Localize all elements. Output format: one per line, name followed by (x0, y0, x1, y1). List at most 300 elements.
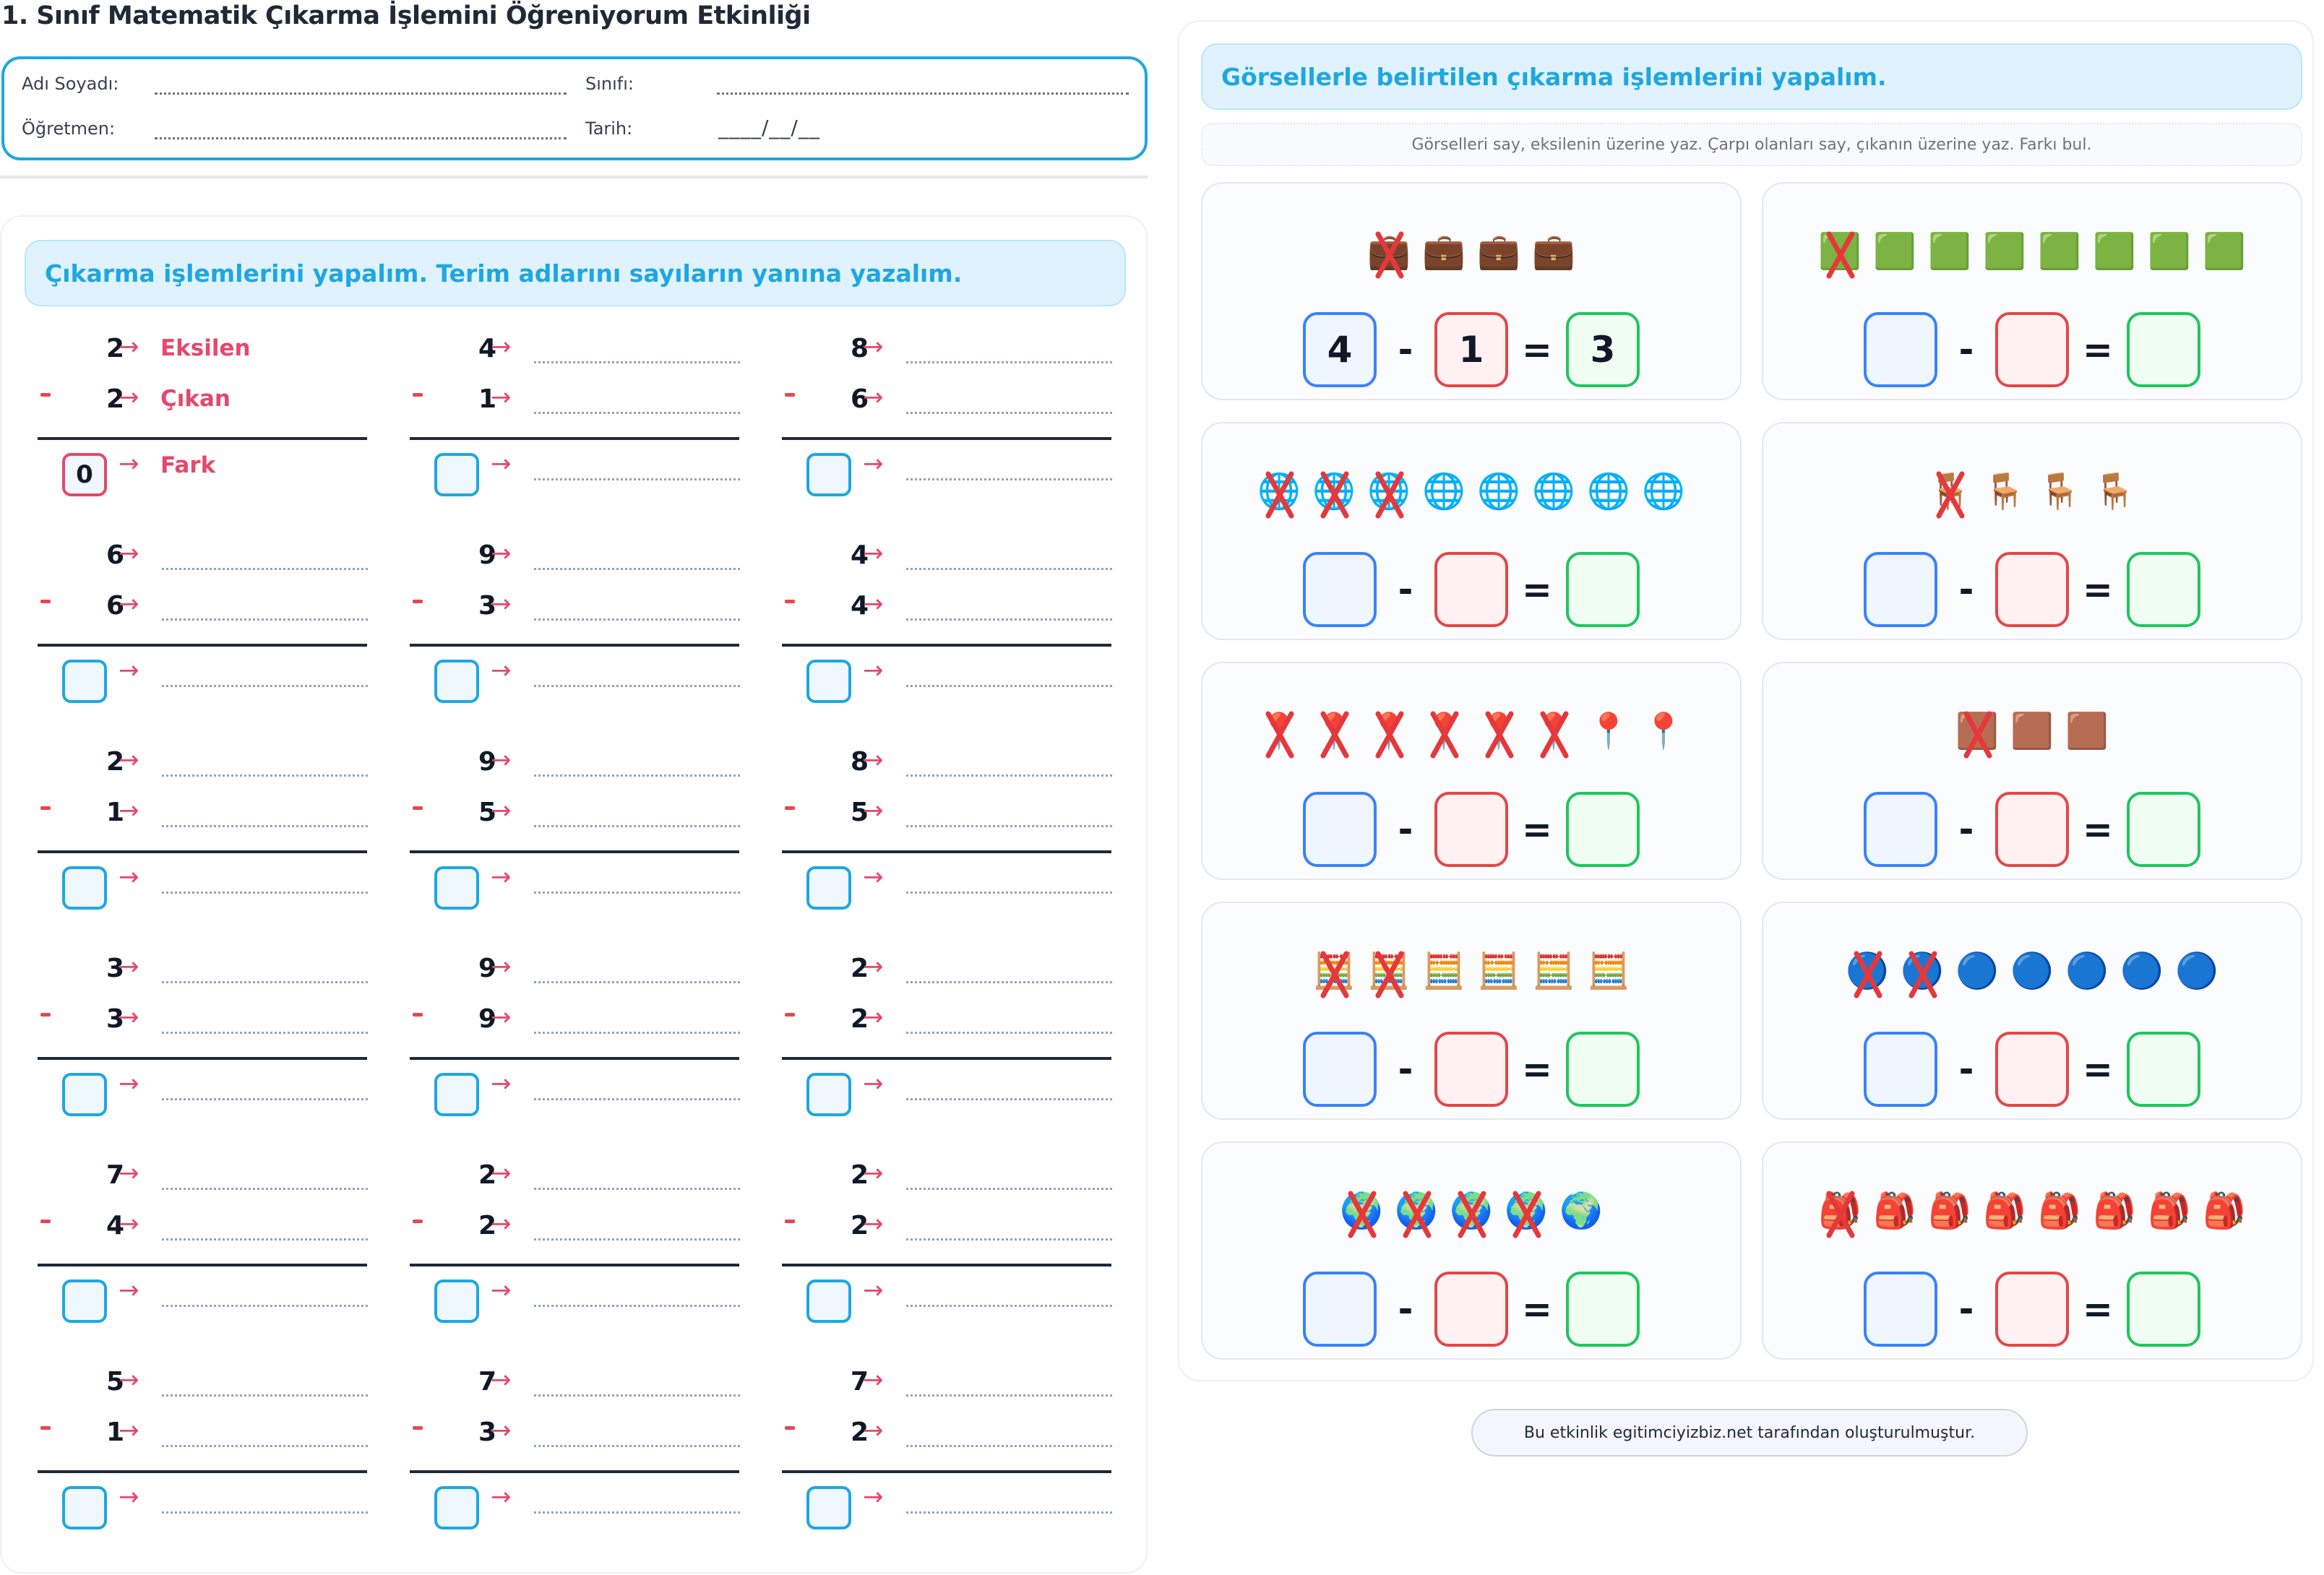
minus-sign (40, 1426, 51, 1430)
subtrahend-box[interactable] (1995, 552, 2069, 627)
picture-row (1202, 698, 1740, 763)
minus-sign: - (1398, 569, 1413, 610)
term-field-subtrahend[interactable] (534, 412, 740, 414)
equation (1763, 1272, 2301, 1347)
arrow-icon: → (863, 656, 884, 685)
picture-row (1763, 458, 2301, 523)
pencil-sharpener-icon: 🟩 (2203, 230, 2246, 272)
term-field-subtrahend[interactable] (162, 1032, 368, 1034)
globe-icon: 🌐 (1257, 462, 1301, 519)
term-field-subtrahend[interactable] (534, 1032, 740, 1034)
difference-box[interactable] (434, 866, 479, 910)
arrow-icon: → (863, 1069, 884, 1098)
difference-box[interactable] (62, 1280, 107, 1323)
pushpin-icon: 📍 (1257, 702, 1301, 759)
minuend-box[interactable] (1864, 1032, 1937, 1107)
difference-box[interactable] (1566, 1272, 1640, 1347)
minuend: 2 (850, 954, 869, 983)
result-line (38, 644, 367, 647)
cross-mark-icon (1961, 709, 1995, 760)
minuend: 4 (478, 334, 496, 363)
pushpin-icon: 📍 (1587, 710, 1630, 751)
term-field-minuend[interactable] (162, 1188, 368, 1190)
minuend-box[interactable] (1303, 792, 1377, 867)
subtraction-problem (782, 334, 1114, 522)
difference-box[interactable] (1566, 1032, 1640, 1107)
pencil-sharpener-icon: 🟩 (2148, 230, 2191, 272)
difference-box[interactable]: 0 (62, 453, 107, 496)
minus-sign: - (1958, 1048, 1974, 1090)
term-field-difference[interactable] (906, 478, 1112, 480)
minuend: 2 (106, 747, 124, 777)
difference-box[interactable] (806, 453, 851, 496)
result-line (782, 437, 1111, 440)
subtrahend: 5 (478, 798, 496, 827)
arrow-icon: → (119, 656, 139, 685)
difference-box[interactable] (434, 1280, 479, 1323)
term-field-difference[interactable] (534, 1305, 740, 1307)
minuend-box[interactable] (1864, 1272, 1937, 1347)
abacus-icon: 🧮 (1477, 950, 1520, 991)
term-field-difference[interactable] (534, 685, 740, 687)
term-field-difference[interactable] (162, 1305, 368, 1307)
pushpin-icon: 📍 (1531, 702, 1576, 759)
arrow-icon: → (119, 796, 139, 825)
term-field-subtrahend[interactable] (162, 1238, 368, 1240)
difference-box[interactable] (806, 866, 851, 910)
arrow-icon: → (863, 590, 884, 618)
term-field-difference[interactable] (534, 1098, 740, 1100)
term-field-subtrahend[interactable] (906, 825, 1112, 827)
result-line (410, 1470, 739, 1473)
picture-row (1763, 218, 2301, 283)
difference-box[interactable] (434, 660, 479, 703)
arrow-icon: → (491, 590, 512, 618)
result-line (782, 1057, 1111, 1060)
term-field-minuend[interactable] (534, 361, 740, 363)
subtrahend-box[interactable] (1434, 552, 1508, 627)
difference-box[interactable] (62, 660, 107, 703)
cross-mark-icon (1317, 470, 1352, 520)
name-field[interactable] (155, 92, 567, 95)
subtraction-problem (38, 747, 370, 935)
class-field[interactable] (717, 92, 1129, 95)
picture-card (1762, 1142, 2302, 1360)
subtrahend: 2 (850, 1004, 869, 1034)
difference-box[interactable] (1566, 792, 1640, 867)
arrow-icon: → (119, 952, 139, 981)
backpack-icon: 🎒 (2148, 1190, 2191, 1231)
subtrahend-box[interactable] (1434, 1032, 1508, 1107)
cross-mark-icon (1823, 1189, 1858, 1240)
subtraction-problem (782, 540, 1114, 728)
minus-sign (413, 1220, 423, 1223)
cross-mark-icon (1317, 709, 1352, 760)
minuend-box[interactable] (1303, 1272, 1377, 1347)
term-field-difference[interactable] (162, 1098, 368, 1100)
subtraction-problem (782, 747, 1114, 935)
arrow-icon: → (863, 1003, 884, 1032)
subtrahend: 3 (478, 591, 496, 621)
term-field-subtrahend[interactable] (162, 825, 368, 827)
minuend-box[interactable] (1864, 552, 1937, 627)
term-field-difference[interactable] (162, 892, 368, 894)
difference-box[interactable] (434, 1073, 479, 1116)
difference-box[interactable] (2127, 1272, 2200, 1347)
backpack-icon: 🎒 (1873, 1190, 1916, 1231)
difference-box[interactable] (62, 1073, 107, 1116)
picture-row (1202, 218, 1740, 283)
difference-box[interactable] (806, 1486, 851, 1529)
equals-sign: = (2083, 808, 2113, 850)
cross-mark-icon (1427, 709, 1462, 760)
minuend: 3 (106, 954, 124, 983)
term-field-minuend[interactable] (906, 774, 1112, 777)
minuend-box[interactable] (1303, 552, 1377, 627)
minus-sign (40, 393, 51, 397)
minuend-box[interactable] (1864, 312, 1937, 387)
result-line (782, 1470, 1111, 1473)
subtraction-problem (38, 1367, 370, 1555)
subtraction-problem (38, 954, 370, 1142)
student-info-box (1, 56, 1148, 160)
arrow-icon: → (491, 796, 512, 825)
term-field-difference[interactable] (906, 685, 1112, 687)
difference-box[interactable] (806, 1280, 851, 1323)
date-field[interactable]: ____/__/__ (718, 116, 820, 139)
arrow-icon: → (491, 383, 512, 412)
term-field-minuend[interactable] (162, 568, 368, 570)
pencil-sharpener-icon: 🟩 (1928, 230, 1971, 272)
minus-sign (40, 1013, 51, 1017)
globe-icon: 🌐 (1587, 470, 1630, 512)
minuend: 2 (478, 1160, 496, 1190)
backpack-icon: 🎒 (2203, 1190, 2246, 1231)
equals-sign: = (2083, 1288, 2113, 1330)
abacus-icon: 🧮 (1312, 942, 1356, 998)
term-field-subtrahend[interactable] (906, 618, 1112, 621)
minus-sign (785, 600, 795, 603)
cross-mark-icon (1372, 230, 1407, 280)
term-field-subtrahend[interactable] (906, 1238, 1112, 1240)
school-desk-icon: 🪑 (1927, 462, 1972, 519)
term-field-difference[interactable] (534, 478, 740, 480)
arrow-icon: → (863, 1483, 884, 1511)
wooden-desk-icon: 🟫 (2010, 710, 2054, 751)
minus-sign: - (1958, 569, 1974, 610)
subtraction-problem (410, 954, 742, 1142)
arrow-icon: → (491, 1003, 512, 1032)
arrow-icon: → (119, 383, 139, 412)
minus-sign (413, 1013, 423, 1017)
arrow-icon: → (119, 1159, 139, 1188)
cross-mark-icon (1933, 470, 1968, 520)
term-field-minuend[interactable] (906, 361, 1112, 363)
subtraction-problem (410, 334, 742, 522)
arrow-icon: → (863, 539, 884, 568)
minus-sign: - (1398, 808, 1413, 850)
teacher-label: Öğretmen: (22, 118, 116, 139)
term-field-minuend[interactable] (906, 1188, 1112, 1190)
arrow-icon: → (863, 332, 884, 361)
term-field-subtrahend[interactable] (162, 618, 368, 621)
term-field-minuend[interactable] (162, 1394, 368, 1397)
arrow-icon: → (491, 1276, 512, 1305)
result-line (38, 1057, 367, 1060)
minuend: 9 (478, 747, 496, 777)
minus-sign (413, 600, 423, 603)
arrow-icon: → (491, 1416, 512, 1445)
picture-row (1202, 938, 1740, 1003)
arrow-icon: → (119, 449, 139, 478)
correction-tape-icon: 🔵 (2120, 950, 2164, 991)
difference-box[interactable] (2127, 1032, 2200, 1107)
minuend-box[interactable] (1303, 1032, 1377, 1107)
subtraction-problem (782, 1160, 1114, 1348)
difference-box[interactable] (434, 453, 479, 496)
term-field-minuend[interactable] (162, 774, 368, 777)
instruction-text: Görselleri say, eksilenin üzerine yaz. Çarpı olanları say, çıkanın üzerine yaz. Farkı bul. (1201, 123, 2302, 166)
minuend: 4 (850, 540, 869, 570)
equation (1763, 312, 2301, 387)
arrow-icon: → (491, 746, 512, 774)
difference-box[interactable] (2127, 312, 2200, 387)
cross-mark-icon (1372, 470, 1407, 520)
subtrahend-box[interactable] (1995, 1272, 2069, 1347)
arrow-icon: → (491, 952, 512, 981)
pencil-sharpener-icon: 🟩 (1873, 230, 1916, 272)
difference-box[interactable] (62, 866, 107, 910)
minuend: 6 (106, 540, 124, 570)
abacus-icon: 🧮 (1587, 950, 1630, 991)
backpack-icon: 🎒 (1983, 1190, 2026, 1231)
abacus-icon: 🧮 (1367, 942, 1411, 998)
picture-card (1762, 902, 2302, 1120)
arrow-icon: → (863, 1365, 884, 1394)
difference-box[interactable] (806, 1073, 851, 1116)
difference-box[interactable] (434, 1486, 479, 1529)
school-desk-icon: 🪑 (1983, 470, 2026, 512)
arrow-icon: → (491, 1209, 512, 1238)
term-field-minuend[interactable] (534, 568, 740, 570)
equals-sign: = (1522, 329, 1552, 371)
arrow-icon: → (863, 863, 884, 892)
equation (1202, 1272, 1740, 1347)
arrow-icon: → (491, 1159, 512, 1188)
subtrahend-box[interactable] (1995, 792, 2069, 867)
arrow-icon: → (119, 1416, 139, 1445)
wooden-desk-icon: 🟫 (2065, 710, 2109, 751)
subtrahend: 6 (850, 384, 869, 414)
term-field-minuend[interactable] (534, 774, 740, 777)
term-field-difference[interactable] (906, 1305, 1112, 1307)
school-desk-icon: 🪑 (2093, 470, 2136, 512)
minus-sign (785, 806, 795, 810)
arrow-icon: → (863, 1416, 884, 1445)
term-field-difference[interactable] (906, 892, 1112, 894)
globe-stand-icon: 🌍 (1394, 1182, 1439, 1238)
difference-box[interactable] (806, 660, 851, 703)
globe-icon: 🌐 (1532, 470, 1575, 512)
school-desk-icon: 🪑 (2038, 470, 2081, 512)
minus-sign (785, 1013, 795, 1017)
subtrahend-box[interactable] (1434, 1272, 1508, 1347)
picture-card (1762, 182, 2302, 400)
equation (1763, 1032, 2301, 1107)
arrow-icon: → (491, 332, 512, 361)
subtrahend: 5 (850, 798, 869, 827)
picture-card (1762, 422, 2302, 640)
term-field-minuend[interactable] (906, 981, 1112, 983)
subtrahend-box[interactable]: 1 (1434, 312, 1508, 387)
abacus-icon: 🧮 (1532, 950, 1575, 991)
minuend: 5 (106, 1367, 124, 1397)
minuend: 9 (478, 954, 496, 983)
pushpin-icon: 📍 (1421, 702, 1466, 759)
arrow-icon: → (119, 1276, 139, 1305)
term-field-difference[interactable] (162, 1511, 368, 1514)
term-field-difference[interactable] (162, 685, 368, 687)
cross-mark-icon (1372, 949, 1407, 1000)
briefcase-icon: 💼 (1367, 223, 1411, 279)
cross-mark-icon (1262, 470, 1297, 520)
minus-sign (413, 806, 423, 810)
term-field-subtrahend[interactable] (906, 1032, 1112, 1034)
minus-sign (413, 1426, 423, 1430)
term-field-difference[interactable] (906, 1511, 1112, 1514)
term-field-difference[interactable] (534, 1511, 740, 1514)
minus-sign (40, 1220, 51, 1223)
minuend-box[interactable] (1864, 792, 1937, 867)
result-line (38, 1264, 367, 1267)
section-heading: Çıkarma işlemlerini yapalım. Terim adlarını sayıların yanına yazalım. (25, 240, 1126, 306)
minuend: 8 (850, 747, 869, 777)
minuend-box[interactable]: 4 (1303, 312, 1377, 387)
arrow-icon: → (119, 1069, 139, 1098)
briefcase-icon: 💼 (1532, 230, 1575, 272)
correction-tape-icon: 🔵 (1955, 950, 1999, 991)
pencil-sharpener-icon: 🟩 (1817, 223, 1862, 279)
cross-mark-icon (1510, 1189, 1544, 1240)
arrow-icon: → (119, 1365, 139, 1394)
subtrahend-box[interactable] (1434, 792, 1508, 867)
cross-mark-icon (1823, 230, 1858, 280)
subtrahend: 1 (106, 1418, 124, 1447)
arrow-icon: → (119, 746, 139, 774)
subtrahend: 4 (106, 1211, 124, 1240)
minuend: 2 (106, 334, 124, 363)
difference-box[interactable] (2127, 792, 2200, 867)
picture-card (1201, 662, 1742, 880)
cross-mark-icon (1262, 709, 1297, 760)
term-field-minuend[interactable] (906, 1394, 1112, 1397)
footer-credit: Bu etkinlik egitimciyizbiz.net tarafından oluşturulmuştur. (1471, 1409, 2028, 1457)
minuend: 9 (478, 540, 496, 570)
picture-card (1762, 662, 2302, 880)
difference-box[interactable] (2127, 552, 2200, 627)
subtrahend-box[interactable] (1995, 312, 2069, 387)
correction-tape-icon: 🔵 (2010, 950, 2054, 991)
backpack-icon: 🎒 (1928, 1190, 1971, 1231)
subtraction-problem (782, 1367, 1114, 1555)
result-line (38, 437, 367, 440)
picture-row (1202, 1178, 1740, 1243)
equals-sign: = (1522, 569, 1552, 610)
subtraction-terms-panel (0, 215, 1148, 1574)
globe-stand-icon: 🌍 (1449, 1182, 1494, 1238)
picture-subtraction-panel (1178, 20, 2314, 1381)
subtrahend-box[interactable] (1995, 1032, 2069, 1107)
term-field-minuend[interactable] (162, 981, 368, 983)
date-label: Tarih: (585, 118, 633, 139)
term-field-subtrahend[interactable] (534, 825, 740, 827)
arrow-icon: → (119, 539, 139, 568)
term-field-difference[interactable] (906, 1098, 1112, 1100)
term-field-minuend[interactable] (906, 568, 1112, 570)
arrow-icon: → (863, 796, 884, 825)
difference-box[interactable] (1566, 552, 1640, 627)
subtrahend: 2 (106, 384, 124, 414)
arrow-icon: → (863, 1209, 884, 1238)
subtraction-problem (38, 334, 370, 522)
difference-box[interactable]: 3 (1566, 312, 1640, 387)
correction-tape-icon: 🔵 (1900, 942, 1945, 998)
globe-stand-icon: 🌍 (1504, 1182, 1549, 1238)
arrow-icon: → (491, 656, 512, 685)
result-line (410, 1057, 739, 1060)
cross-mark-icon (1851, 949, 1885, 1000)
minus-sign: - (1958, 808, 1974, 850)
teacher-field[interactable] (155, 137, 567, 139)
term-field-subtrahend[interactable] (162, 1445, 368, 1447)
subtrahend: 4 (850, 591, 869, 621)
term-field-subtrahend[interactable] (906, 1445, 1112, 1447)
subtrahend: 2 (478, 1211, 496, 1240)
term-field-minuend[interactable] (534, 1394, 740, 1397)
term-field-minuend[interactable] (534, 1188, 740, 1190)
cross-mark-icon (1482, 709, 1517, 760)
minus-sign (40, 806, 51, 810)
minus-sign: - (1398, 1048, 1413, 1090)
term-field-difference[interactable] (534, 892, 740, 894)
picture-row (1763, 938, 2301, 1003)
minuend: 7 (478, 1367, 496, 1397)
term-field-minuend[interactable] (534, 981, 740, 983)
term-field-subtrahend[interactable] (906, 412, 1112, 414)
briefcase-icon: 💼 (1477, 230, 1520, 272)
arrow-icon: → (863, 383, 884, 412)
term-label-subtrahend: Çıkan (160, 386, 231, 412)
wooden-desk-icon: 🟫 (1955, 702, 2000, 759)
equation (1202, 792, 1740, 867)
term-field-subtrahend[interactable] (534, 1238, 740, 1240)
globe-icon: 🌐 (1477, 470, 1520, 512)
equation (1202, 552, 1740, 627)
picture-row (1202, 458, 1740, 523)
result-line (410, 1264, 739, 1267)
pushpin-icon: 📍 (1642, 710, 1685, 751)
pushpin-icon: 📍 (1476, 702, 1521, 759)
result-line (782, 850, 1111, 853)
subtraction-problem (410, 1367, 742, 1555)
term-field-subtrahend[interactable] (534, 618, 740, 621)
arrow-icon: → (491, 1069, 512, 1098)
term-field-subtrahend[interactable] (534, 1445, 740, 1447)
minuend: 8 (850, 334, 869, 363)
arrow-icon: → (863, 1159, 884, 1188)
difference-box[interactable] (62, 1486, 107, 1529)
arrow-icon: → (119, 1003, 139, 1032)
